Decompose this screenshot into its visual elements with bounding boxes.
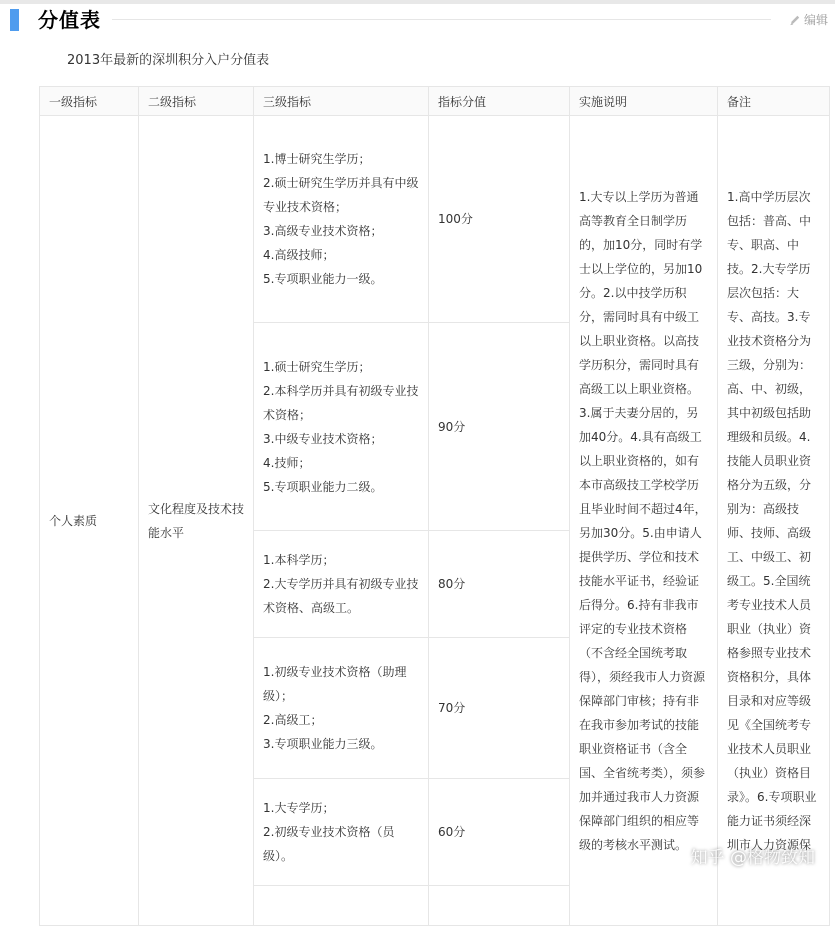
- list-item: 4.技师；: [263, 455, 311, 470]
- list-item: 3.专项职业能力三级。: [263, 737, 383, 751]
- list-item: 1.硕士研究生学历；: [263, 359, 371, 374]
- list-item: 1.博士研究生学历；: [263, 152, 371, 166]
- score-cell: [429, 779, 570, 886]
- score-value: 80分: [438, 577, 466, 591]
- list-item: 2.初级专业技术资格（员级）。: [263, 825, 395, 863]
- list-item: 2.高级工；: [263, 713, 323, 727]
- remarks-text: 1.高中学历层次包括：普高、中专、职高、中技。2.大专学历层次包括：大专、高技。3.专业技术资格分为三级，分别为：高、中、初级，其中初级包括助理级和员级。4.技能人员职业资格分为五级，分别为：高级技师、技师、高级工、中级工、初级工。5.全国统考专业技术人员职业（执业）资格参照专业技术资格积分，具体目录和对应等级见《全国统考专业技术人员职业（执业）资格目录》。6.专项职业能力证书须经深圳市人力资源保: [727, 189, 817, 852]
- header-implementation: 实施说明: [570, 87, 718, 116]
- level3-cell: [254, 323, 429, 531]
- level1-cell: [40, 116, 139, 926]
- header-score: 指标分值: [429, 87, 570, 116]
- remarks-cell: [718, 116, 830, 926]
- table-header-row: [40, 87, 830, 116]
- score-cell: [429, 638, 570, 779]
- table-row: [40, 116, 830, 323]
- header-level3: 三级指标: [254, 87, 429, 116]
- level3-cell: [254, 638, 429, 779]
- level2-cell: [139, 116, 254, 926]
- list-item: 2.硕士研究生学历并具有中级专业技术资格；: [263, 176, 419, 214]
- score-value: 90分: [438, 419, 466, 434]
- score-cell: [429, 531, 570, 638]
- edit-button[interactable]: [789, 11, 828, 28]
- level3-cell: [254, 531, 429, 638]
- top-divider: [0, 0, 835, 4]
- tier-list: [263, 660, 419, 756]
- title-rule: [112, 19, 771, 20]
- edit-label: 编辑: [803, 13, 828, 27]
- implementation-text: 1.大专以上学历为普通高等教育全日制学历的，加10分，同时有学士以上学位的，另加10分。2.以中技学历积分，需同时具有中级工以上职业资格。以高技学历积分，需同时具有高级工以上职业资格。3.属于夫妻分居的，另加40分。4.具有高级工以上职业资格的，如有本市高级技工学校学历且毕业时间不超过4年，另加30分。5.由申请人提供学历、学位和技术技能水平证书，经验证后得分。6.持有非我市评定的专业技术资格（不含经全国统考取得），须经我市人力资源保障部门审核；持有非在我市参加考试的技能职业资格证书（含全国、全省统考类），须参加并通过我市人力资源保障部门组织的相应等级的考核水平测试。: [579, 189, 707, 852]
- list-item: 3.高级专业技术资格；: [263, 224, 383, 238]
- score-cell: [429, 323, 570, 531]
- level3-cell: [254, 779, 429, 886]
- score-value: 60分: [438, 825, 466, 839]
- implementation-cell: [570, 116, 718, 926]
- score-value: 100分: [438, 212, 473, 226]
- level3-cell: [254, 886, 429, 926]
- list-item: 2.大专学历并具有初级专业技术资格、高级工。: [263, 577, 419, 615]
- score-cell: [429, 116, 570, 323]
- level2-text: 文化程度及技术技能水平: [148, 501, 245, 540]
- score-value: 70分: [438, 701, 466, 715]
- score-table: [39, 86, 830, 926]
- section-accent-bar: [10, 9, 19, 31]
- tier-list: [263, 355, 419, 499]
- tier-list: [263, 147, 419, 291]
- header-remarks: 备注: [718, 87, 830, 116]
- list-item: 5.专项职业能力一级。: [263, 272, 383, 286]
- list-item: 1.大专学历；: [263, 801, 335, 815]
- pencil-icon: [789, 14, 801, 26]
- level3-cell: [254, 116, 429, 323]
- tier-list: [263, 796, 419, 868]
- level1-text: 个人素质: [49, 513, 98, 528]
- list-item: 4.高级技师；: [263, 248, 335, 262]
- score-cell: [429, 886, 570, 926]
- table-caption: 2013年最新的深圳积分入户分值表: [67, 53, 270, 68]
- list-item: 2.本科学历并具有初级专业技术资格；: [263, 383, 419, 422]
- header-level2: 二级指标: [139, 87, 254, 116]
- header-level1: 一级指标: [40, 87, 139, 116]
- list-item: 5.专项职业能力二级。: [263, 479, 383, 494]
- list-item: 3.中级专业技术资格；: [263, 431, 383, 446]
- tier-list: [263, 548, 419, 620]
- watermark-text: 知乎 @格物致知: [690, 848, 815, 868]
- list-item: 1.本科学历；: [263, 553, 335, 567]
- list-item: 1.初级专业技术资格（助理级）；: [263, 665, 407, 703]
- section-title: 分值表: [38, 8, 101, 32]
